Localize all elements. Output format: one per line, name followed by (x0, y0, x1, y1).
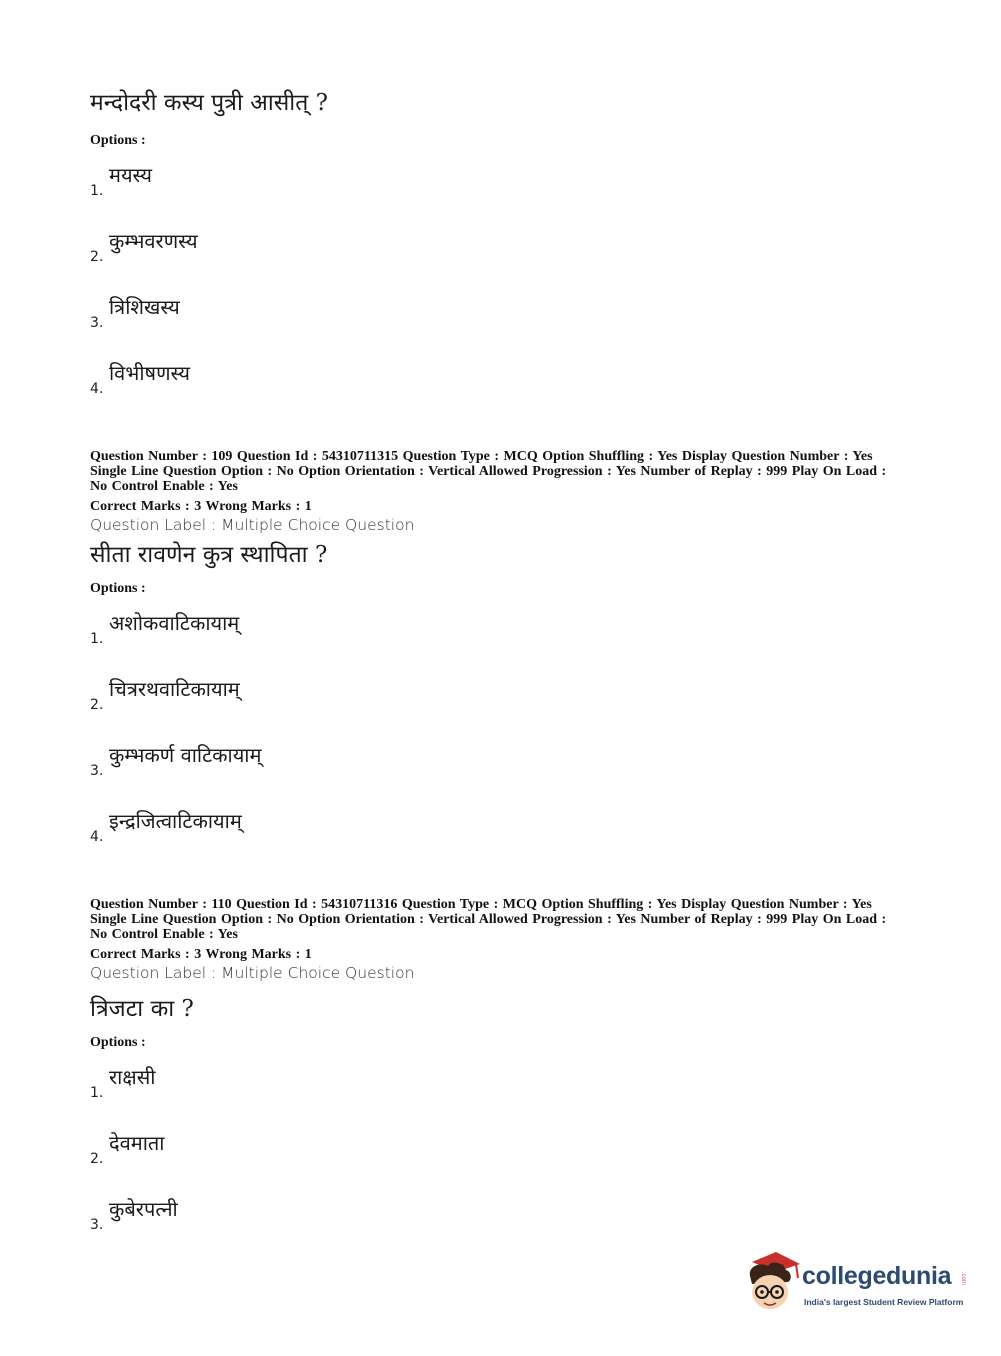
option-2: 2. कुम्भवरणस्य (90, 229, 198, 265)
options-label: Options : (90, 1035, 146, 1050)
option-1: 1. अशोकवाटिकायाम् (90, 611, 240, 647)
option-1: 1. मयस्य (90, 163, 152, 199)
option-3: 3. कुबेरपत्नी (90, 1197, 178, 1233)
question-text: त्रिजटा का ? (90, 996, 194, 1022)
marks-line: Correct Marks : 3 Wrong Marks : 1 (90, 499, 312, 514)
logo-com: .com (960, 1272, 966, 1286)
option-4: 4. विभीषणस्य (90, 361, 190, 397)
question-label: Question Label : Multiple Choice Question (90, 964, 415, 982)
options-label: Options : (90, 133, 146, 148)
options-label: Options : (90, 581, 146, 596)
question-label: Question Label : Multiple Choice Question (90, 516, 415, 534)
document-page (90, 88, 920, 1255)
question-meta: Single Line Question Option : No Option Orientation : Vertical Allowed Progression : Yes Number of Replay : 999 Play On Load : (90, 464, 887, 479)
question-meta: Question Number : 110 Question Id : 54310711316 Question Type : MCQ Option Shuffling : Yes Display Question Number : Yes (90, 897, 872, 912)
logo-tagline: India's largest Student Review Platform (804, 1297, 964, 1307)
marks-line: Correct Marks : 3 Wrong Marks : 1 (90, 947, 312, 962)
option-1: 1. राक्षसी (90, 1065, 156, 1101)
student-mascot-icon (742, 1250, 802, 1316)
question-110 (90, 897, 920, 1255)
question-text: मन्दोदरी कस्य पुत्री आसीत् ? (90, 90, 328, 116)
question-meta: No Control Enable : Yes (90, 927, 238, 942)
question-meta: Single Line Question Option : No Option Orientation : Vertical Allowed Progression : Yes Number of Replay : 999 Play On Load : (90, 912, 887, 927)
option-4: 4. इन्द्रजित्वाटिकायाम् (90, 809, 242, 845)
question-108 (90, 88, 920, 419)
question-meta: Question Number : 109 Question Id : 54310711315 Question Type : MCQ Option Shuffling : Yes Display Question Number : Yes (90, 449, 873, 464)
question-109 (90, 449, 920, 867)
logo-wordmark: collegedunia (802, 1262, 952, 1290)
option-3: 3. कुम्भकर्ण वाटिकायाम् (90, 743, 262, 779)
option-3: 3. त्रिशिखस्य (90, 295, 180, 331)
collegedunia-logo[interactable] (742, 1250, 972, 1320)
option-2: 2. देवमाता (90, 1131, 165, 1167)
option-2: 2. चित्ररथवाटिकायाम् (90, 677, 240, 713)
question-meta: No Control Enable : Yes (90, 479, 238, 494)
question-text: सीता रावणेन कुत्र स्थापिता ? (90, 542, 328, 568)
